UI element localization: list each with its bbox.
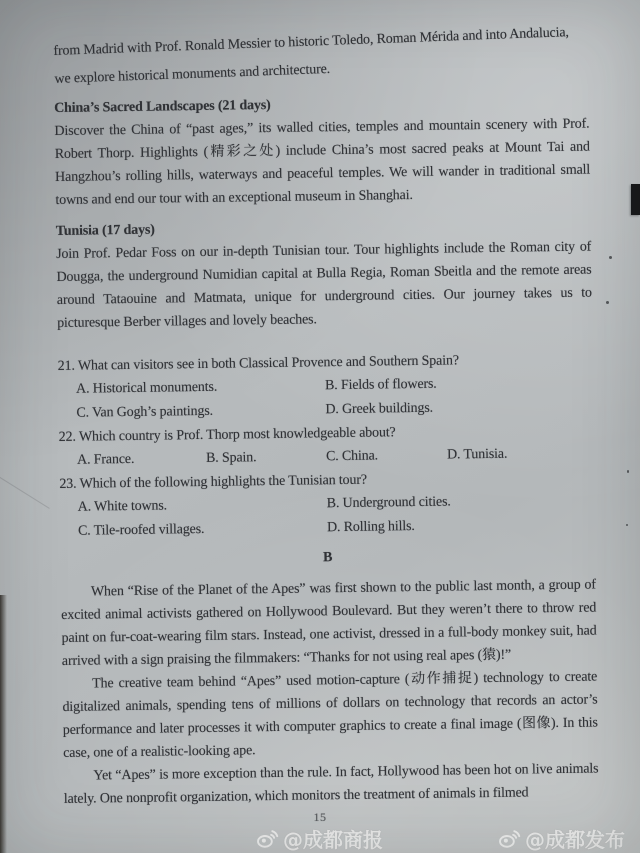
paper-speck — [627, 470, 629, 473]
question-text: Which country is Prof. Thorp most knowledgeable about? — [78, 425, 396, 445]
tour-body-tunisia: Join Prof. Pedar Foss on our in-depth Tunisian tour. Tour highlights include the Roman city of Dougga, the underground Numidian capital at Bulla Regia, Roman Sbeitla and the remote areas around Tataouine and Matmata, unique for underground cities. Our journey takes us to picturesque Berber villages and lovely beaches. — [56, 239, 592, 331]
passage-b-paragraph: Yet “Apes” is more exception than the rule. In fact, Hollywood has been hot on live animals lately. One nonprofit organization, which monitors the treatment of animals in filmed — [63, 761, 599, 807]
watermark-text: @成都发布 — [525, 828, 625, 852]
option-c: C. China. — [325, 448, 379, 465]
photo-right-dark-tab — [631, 184, 640, 215]
option-d: D. Greek buildings. — [325, 400, 434, 418]
intro-line: we explore historical monuments and architecture. — [54, 61, 331, 87]
option-c: C. Tile-roofed villages. — [77, 521, 205, 539]
paper-speck — [606, 301, 609, 304]
option-b: B. Spain. — [205, 450, 257, 466]
tour-body-china: Discover the China of “past ages,” its walled cities, temples and mountain scenery with Prof. Robert Thorp. Highlights (精彩之处) include China’s most sacred peaks at Mount Tai and Hangzhou’s rolling hills, waterways and peaceful temples. We will wander in traditional small towns and end our tour with an exceptional museum in Shanghai. — [54, 116, 591, 208]
intro-line: from Madrid with Prof. Ronald Messier to historic Toledo, Roman Mérida and into Andalucia, — [53, 25, 570, 60]
tour-heading-china: China’s Sacred Landscapes (21 days) — [54, 97, 271, 116]
page-content — [53, 25, 599, 811]
question-22 — [59, 418, 595, 472]
question-text: Which of the following highlights the Tunisian tour? — [79, 472, 368, 492]
weibo-icon — [256, 827, 279, 850]
question-number: 21. — [57, 358, 75, 374]
question-text: What can visitors see in both Classical Provence and Southern Spain? — [77, 353, 459, 374]
paper-crease — [0, 476, 50, 509]
watermark-chengdu-shangbao — [256, 824, 383, 853]
question-23 — [59, 465, 595, 543]
option-c: C. Van Gogh’s paintings. — [76, 403, 214, 421]
passage-b-label: B — [322, 550, 333, 566]
option-a: A. Historical monuments. — [75, 379, 218, 397]
passage-b-paragraph: The creative team behind “Apes” used motion-capture (动作捕捉) technology to create digitalized animals, spending tens of millions of dollars on technology that records an actor’s performance and later processes it with computer graphics to create a final image (图像). In this case, one of a realistic-looking ape. — [62, 669, 598, 761]
paper-speck — [609, 256, 612, 259]
tour-heading-tunisia: Tunisia (17 days) — [55, 222, 155, 239]
page-number: 15 — [313, 810, 327, 824]
paper-speck — [626, 524, 628, 526]
passage-b-paragraph: When “Rise of the Planet of the Apes” was first shown to the public last month, a group of excited animal activists gathered on Hollywood Boulevard. But they weren’t there to throw red paint on fur-coat-wearing film stars. Instead, one activist, dressed in a full-body monkey suit, had arrived with a sign praising the filmmakers: “Thanks for not using real apes (猿)!” — [61, 577, 597, 669]
option-b: B. Fields of flowers. — [324, 376, 437, 394]
watermark-text: @成都商报 — [283, 828, 383, 852]
option-d: D. Tunisia. — [446, 446, 508, 463]
question-number: 22. — [58, 429, 76, 445]
main-block — [54, 90, 599, 811]
option-d: D. Rolling hills. — [326, 519, 415, 536]
question-21 — [58, 348, 594, 426]
option-b: B. Underground cities. — [326, 494, 451, 512]
watermark-chengdu-fabu — [498, 824, 625, 853]
intro-block — [53, 20, 590, 91]
option-a: A. France. — [76, 451, 135, 468]
option-a: A. White towns. — [77, 498, 168, 515]
photo-left-edge-shadow — [0, 595, 7, 853]
weibo-icon — [498, 827, 521, 850]
question-number: 23. — [59, 476, 77, 492]
